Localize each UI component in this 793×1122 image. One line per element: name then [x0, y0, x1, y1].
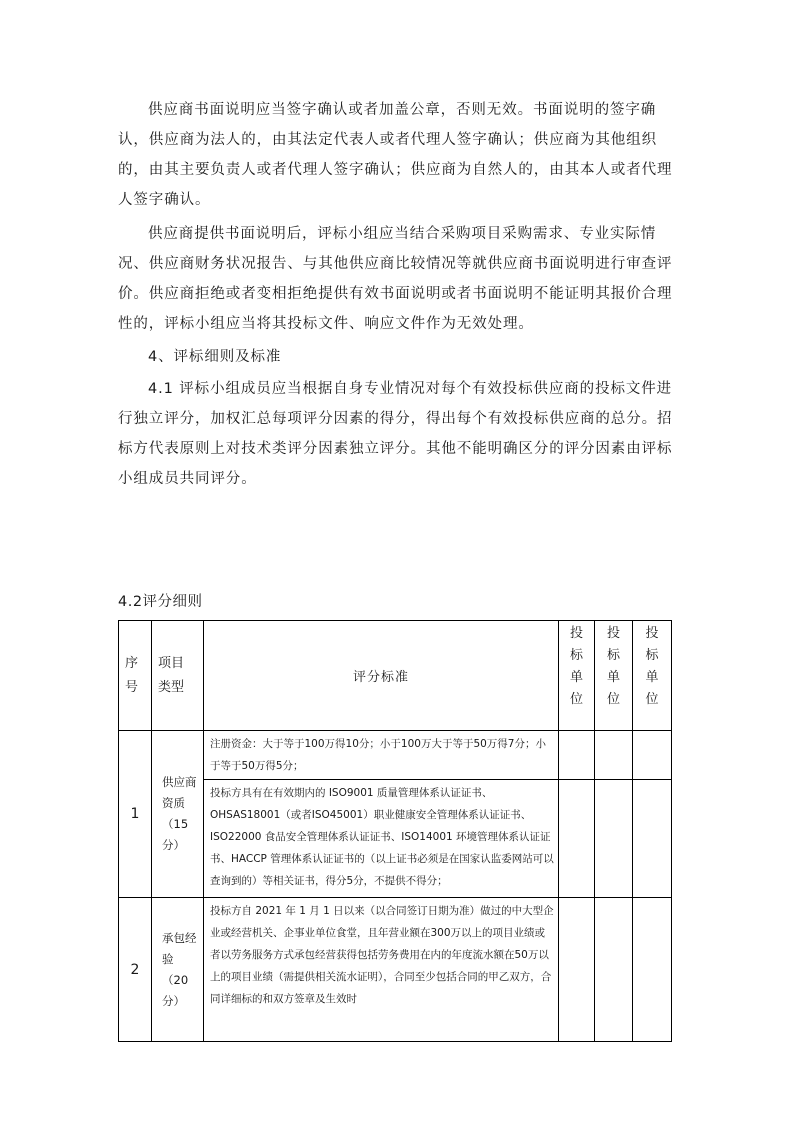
paragraph-4-1-independent-scoring: 4.1 评标小组成员应当根据自身专业情况对每个有效投标供应商的投标文件进行独立评分，加权汇总每项评分因素的得分，得出每个有效投标供应商的总分。招标方代表原则上对技术类评分因素独立评分。其他不能明确区分的评分因素由评标小组成员共同评分。 — [118, 381, 673, 487]
header-bidder-2: 投 标 单 位 — [595, 621, 633, 731]
paragraph-written-statement-signature: 供应商书面说明应当签字确认或者加盖公章，否则无效。书面说明的签字确认，供应商为法人的，由其法定代表人或者代理人签字确认；供应商为其他组织的，由其主要负责人或者代理人签字确认；供应商为自然人的，由其本人或者代理人签字确认。 — [118, 102, 673, 208]
score-cell-bidder-3[interactable] — [633, 780, 672, 898]
table-row — [119, 898, 672, 1042]
criteria-contracting-experience: 投标方自 2021 年 1 月 1 日以来（以合同签订日期为准）做过的中大型企业或经营机关、企事业单位食堂，且年营业额在300万以上的项目业绩或者以劳务服务方式承包经营获得包括劳务费用在内的年度流水额在50万以上的项目业绩（需提供相关流水证明），合同至少包括合同的甲乙双方，合同详细标的和双方签章及生效时 — [204, 898, 559, 1042]
table-row — [119, 731, 672, 780]
row-item-type: 承包经 验 （20 分） — [152, 898, 204, 1042]
header-item-type: 项目 类型 — [152, 621, 204, 731]
score-cell-bidder-1[interactable] — [559, 780, 595, 898]
header-criteria: 评分标准 — [204, 621, 559, 731]
score-cell-bidder-2[interactable] — [595, 731, 633, 780]
header-bidder-3: 投 标 单 位 — [633, 621, 672, 731]
score-cell-bidder-3[interactable] — [633, 898, 672, 1042]
score-cell-bidder-1[interactable] — [559, 731, 595, 780]
header-bidder-1: 投 标 单 位 — [559, 621, 595, 731]
row-seq: 2 — [119, 898, 152, 1042]
row-item-type: 供应商 资质 （15 分） — [152, 731, 204, 898]
score-cell-bidder-2[interactable] — [595, 780, 633, 898]
row-seq: 1 — [119, 731, 152, 898]
paragraph-written-statement-review: 供应商提供书面说明后，评标小组应当结合采购项目采购需求、专业实际情况、供应商财务状况报告、与其他供应商比较情况等就供应商书面说明进行审查评价。供应商拒绝或者变相拒绝提供有效书面说明或者书面说明不能证明其报价合理性的，评标小组应当将其投标文件、响应文件作为无效处理。 — [118, 226, 673, 332]
scoring-table — [118, 620, 672, 1042]
table-caption: 4.2评分细则 — [118, 594, 203, 610]
score-cell-bidder-2[interactable] — [595, 898, 633, 1042]
score-cell-bidder-1[interactable] — [559, 898, 595, 1042]
score-cell-bidder-3[interactable] — [633, 731, 672, 780]
header-seq: 序 号 — [119, 621, 152, 731]
section-heading-evaluation-rules: 4、评标细则及标准 — [148, 349, 282, 365]
criteria-certifications: 投标方具有在有效期内的 ISO9001 质量管理体系认证证书、OHSAS18001（或者ISO45001）职业健康安全管理体系认证证书、ISO22000 食品安全管理体系认证证书、ISO14001 环境管理体系认证证书、HACCP 管理体系认证证书的（以上证书必须是在国家认监委网站可以查询到的）等相关证书，得分5分，不提供不得分； — [204, 780, 559, 898]
criteria-registered-capital: 注册资金：大于等于100万得10分；小于100万大于等于50万得7分；小于等于50万得5分； — [204, 731, 559, 780]
table-header-row — [119, 621, 672, 731]
